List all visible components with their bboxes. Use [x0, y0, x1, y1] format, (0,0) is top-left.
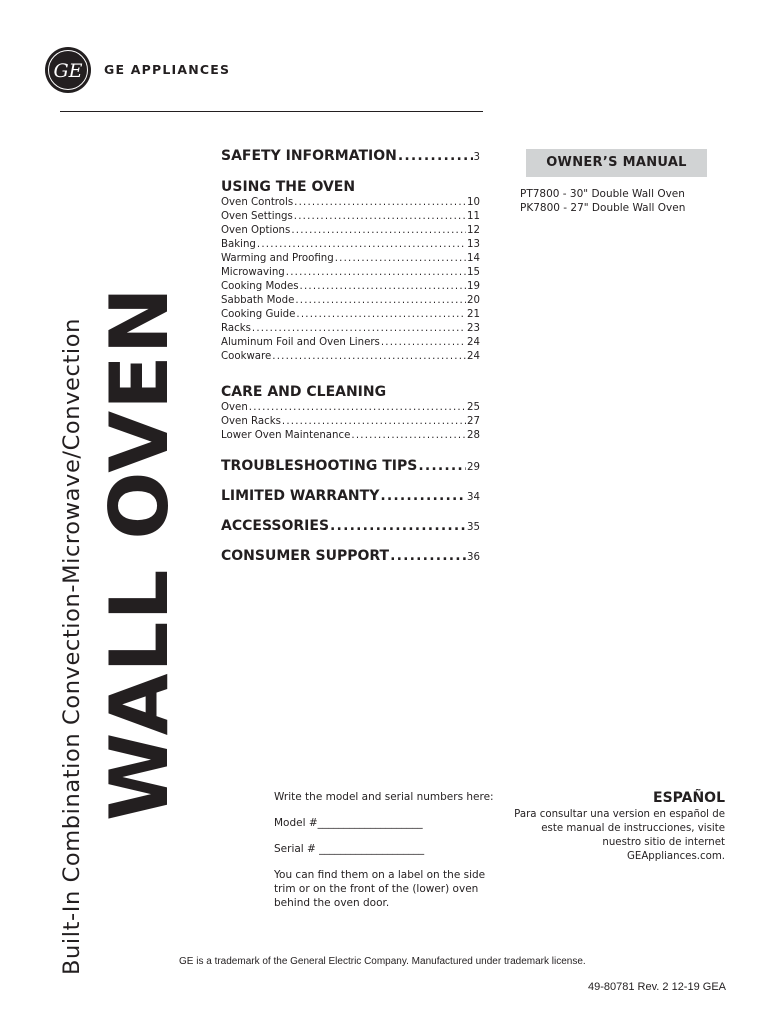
espanol-heading: ESPAÑOL: [653, 790, 725, 806]
label-location-note: You can find them on a label on the side trim or on the front of the (lower) oven behind the oven door.: [274, 869, 486, 909]
product-subtitle: Built-In Combination Convection-Microwave/Convection: [59, 318, 85, 975]
owners-manual-badge: OWNER’S MANUAL: [526, 149, 707, 177]
toc-item[interactable]: Lower Oven Maintenance ..... 28: [221, 429, 480, 443]
serial-number-line: Serial # ____________________: [274, 843, 425, 855]
record-instruction: Write the model and serial numbers here:: [274, 791, 494, 803]
svg-text:GE: GE: [53, 60, 83, 82]
serial-record-block: [274, 790, 494, 910]
model-number-line: Model #____________________: [274, 817, 423, 829]
model-line: PT7800 - 30" Double Wall Oven: [520, 188, 685, 200]
toc-item[interactable]: Oven Options ..... 12: [221, 224, 480, 238]
ge-logo-icon: [44, 46, 92, 94]
header-divider: [60, 111, 483, 112]
toc-item[interactable]: Warming and Proofing ..... 14: [221, 252, 480, 266]
toc-accessories[interactable]: ACCESSORIES ..... 35: [221, 517, 480, 535]
toc-item[interactable]: Aluminum Foil and Oven Liners ..... 24: [221, 336, 480, 350]
toc-safety[interactable]: SAFETY INFORMATION ..... 3: [221, 147, 480, 165]
toc-item[interactable]: Cooking Guide ..... 21: [221, 308, 480, 322]
toc-item[interactable]: Cooking Modes ..... 19: [221, 280, 480, 294]
toc-item[interactable]: Racks ..... 23: [221, 322, 480, 336]
toc-item[interactable]: Sabbath Mode ..... 20: [221, 294, 480, 308]
trademark-notice: GE is a trademark of the General Electric Company. Manufactured under trademark license.: [179, 956, 586, 967]
toc-item[interactable]: Oven Settings ..... 11: [221, 210, 480, 224]
model-list: [520, 187, 685, 215]
table-of-contents: [221, 147, 480, 565]
toc-troubleshooting[interactable]: TROUBLESHOOTING TIPS ..... 29: [221, 457, 480, 475]
product-title: WALL OVEN: [93, 286, 186, 821]
toc-using-heading: USING THE OVEN: [221, 179, 356, 195]
toc-item[interactable]: Oven ..... 25: [221, 401, 480, 415]
toc-warranty[interactable]: LIMITED WARRANTY ..... 34: [221, 487, 480, 505]
toc-item[interactable]: Oven Controls ..... 10: [221, 196, 480, 210]
toc-care-section: [221, 383, 480, 443]
toc-item[interactable]: Baking ..... 13: [221, 238, 480, 252]
document-number: 49-80781 Rev. 2 12-19 GEA: [588, 981, 726, 993]
toc-item[interactable]: Microwaving ..... 15: [221, 266, 480, 280]
brand-name: GE APPLIANCES: [104, 62, 231, 77]
toc-item[interactable]: Cookware ..... 24: [221, 350, 480, 364]
toc-using-section: [221, 178, 480, 364]
toc-care-heading: CARE AND CLEANING: [221, 384, 387, 400]
espanol-text: Para consultar una version en español de este manual de instrucciones, visite nuestro sitio de internet GEAppliances.com.: [514, 809, 725, 862]
model-line: PK7800 - 27" Double Wall Oven: [520, 202, 686, 214]
toc-consumer-support[interactable]: CONSUMER SUPPORT ..... 36: [221, 547, 480, 565]
toc-item[interactable]: Oven Racks ..... 27: [221, 415, 480, 429]
